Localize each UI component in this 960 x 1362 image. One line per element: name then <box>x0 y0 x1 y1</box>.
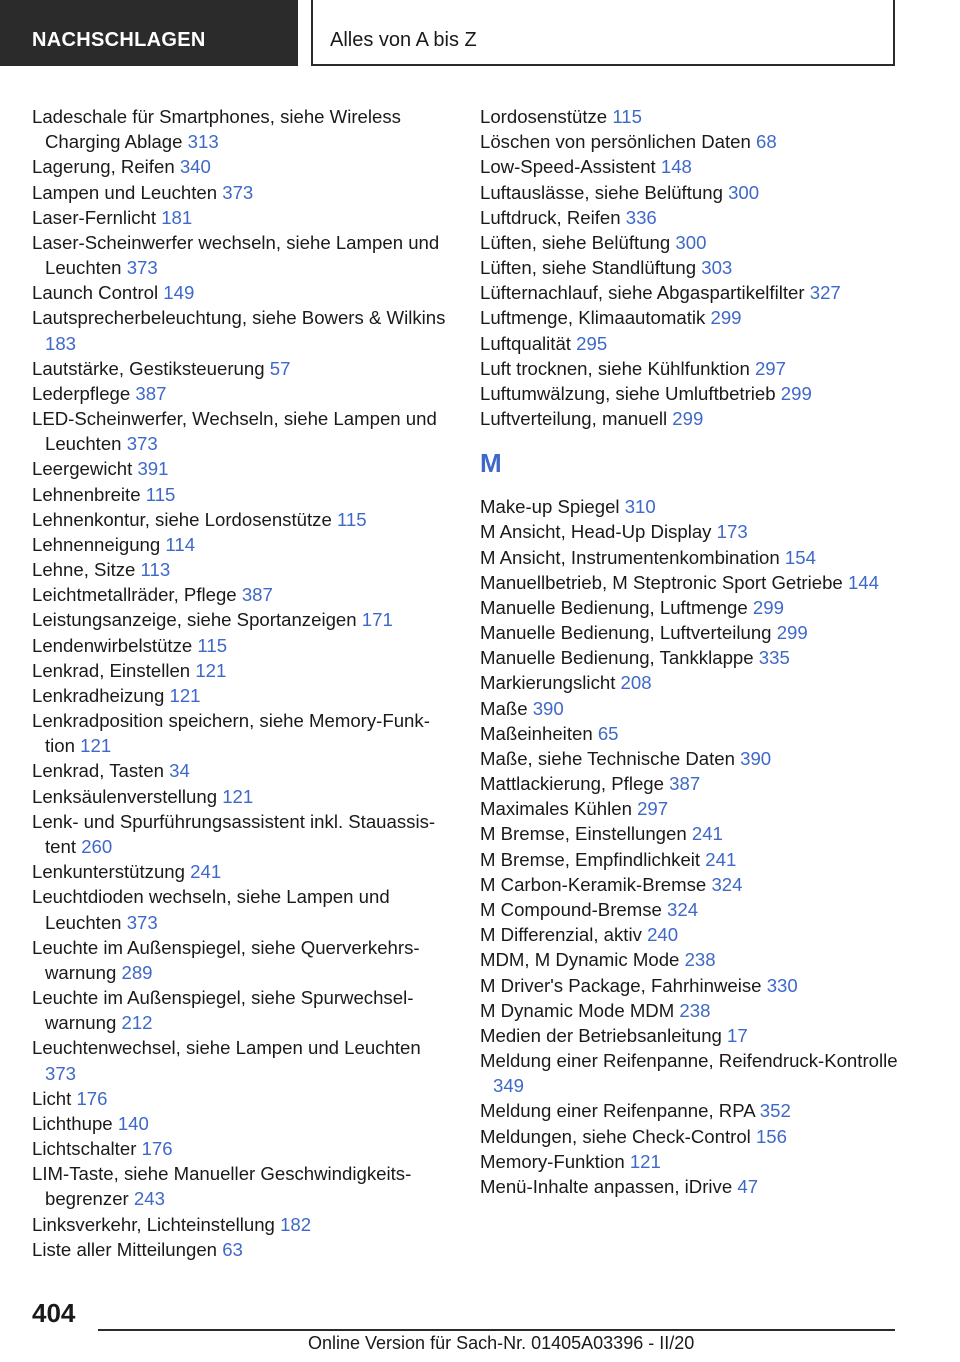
index-entry-term: Leuchtenwechsel, siehe Lampen und Leuchten <box>32 1037 421 1059</box>
index-page-link[interactable]: 324 <box>667 898 699 920</box>
index-entry-term: Lüften, siehe Standlüftung <box>480 257 697 279</box>
index-page-link[interactable]: 390 <box>740 747 772 769</box>
index-page-link[interactable]: 121 <box>195 659 227 681</box>
index-entry-term: Laser-Fernlicht <box>32 206 157 228</box>
index-entry <box>32 104 450 154</box>
index-entry-term: Manuellbetrieb, M Steptronic Sport Getriebe <box>480 571 843 593</box>
index-entry <box>32 683 450 708</box>
index-page-link[interactable]: 327 <box>809 282 841 304</box>
index-entry-term: Leuchte im Außenspiegel, siehe Spurwechselwarnung <box>32 987 414 1034</box>
index-entry-term: Lichtschalter <box>32 1138 137 1160</box>
index-page-link[interactable]: 115 <box>612 106 642 127</box>
index-page-link[interactable]: 34 <box>169 760 190 782</box>
index-entry-term: Leistungsanzeige, siehe Sportanzeigen <box>32 609 357 631</box>
index-entry-term: Manuelle Bedienung, Luftmenge <box>480 596 748 618</box>
index-page-link[interactable]: 212 <box>121 1012 153 1034</box>
index-group-l <box>480 104 900 431</box>
index-entry-term: Make-up Spiegel <box>480 496 620 518</box>
index-entry <box>480 746 900 771</box>
index-page-link[interactable]: 149 <box>163 282 195 304</box>
index-page-link[interactable]: 373 <box>126 257 158 279</box>
index-page-link[interactable]: 115 <box>145 483 176 505</box>
index-entry-term: Luftdruck, Reifen <box>480 206 621 228</box>
index-entry-term: Ladeschale für Smartphones, siehe Wireless Charging Ablage <box>32 106 401 153</box>
index-entry-term: M Dynamic Mode MDM <box>480 999 675 1021</box>
index-page-link[interactable]: 241 <box>705 848 737 870</box>
index-entry-term: Lenk- und Spurführungsassistent inkl. Stauassistent <box>32 810 436 857</box>
index-entry-term: M Driver's Package, Fahrhinweise <box>480 974 762 996</box>
index-entry-term: Lendenwirbelstütze <box>32 634 193 656</box>
index-entry-term: Manuelle Bedienung, Luftverteilung <box>480 622 772 644</box>
index-entry-term: Lenkrad, Tasten <box>32 760 164 782</box>
index-entry <box>480 872 900 897</box>
index-entry <box>32 985 450 1035</box>
index-entry <box>32 708 450 758</box>
index-page-link[interactable]: 387 <box>241 584 273 606</box>
index-page-link[interactable]: 47 <box>737 1175 759 1197</box>
index-page-link[interactable]: 68 <box>756 131 777 153</box>
index-entry <box>32 1111 450 1136</box>
index-entry-term: Luftumwälzung, siehe Umluftbetrieb <box>480 382 776 404</box>
index-entry-term: Lehnenkontur, siehe Lordosenstütze <box>32 508 332 530</box>
index-entry <box>32 305 450 355</box>
index-entry <box>32 280 450 305</box>
index-entry-term: Medien der Betriebsanleitung <box>480 1024 722 1046</box>
index-entry <box>480 696 900 721</box>
index-entry <box>32 180 450 205</box>
index-entry <box>480 519 900 544</box>
index-page-link[interactable]: 390 <box>532 697 564 719</box>
index-entry-term: Lehnenneigung <box>32 533 161 555</box>
index-page-link[interactable]: 241 <box>190 861 222 883</box>
index-entry <box>480 847 900 872</box>
index-entry <box>480 305 900 330</box>
index-entry-term: Lehnenbreite <box>32 483 141 505</box>
index-entry-term: Maße <box>480 697 528 719</box>
index-entry-term: Lüften, siehe Belüftung <box>480 231 671 253</box>
index-page-link[interactable]: 297 <box>637 798 669 820</box>
index-entry <box>32 205 450 230</box>
index-entry-term: Menü-Inhalte anpassen, iDrive <box>480 1175 733 1197</box>
index-page-link[interactable]: 113 <box>140 559 171 581</box>
index-entry <box>480 280 900 305</box>
index-page-link[interactable]: 373 <box>45 1062 77 1084</box>
index-entry <box>32 1212 450 1237</box>
index-entry <box>32 557 450 582</box>
index-entry <box>480 1149 900 1174</box>
index-page-link[interactable]: 114 <box>165 533 196 555</box>
index-section-letter: M <box>480 448 502 479</box>
index-entry <box>32 154 450 179</box>
index-entry-term: Laser-Scheinwerfer wechseln, siehe Lampen und Leuchten <box>32 231 440 279</box>
index-entry-term: Low-Speed-Assistent <box>480 156 656 178</box>
section-tab: NACHSCHLAGEN <box>0 0 298 66</box>
index-page-link[interactable]: 299 <box>672 408 704 430</box>
index-entry-term: Linksverkehr, Lichteinstellung <box>32 1213 275 1235</box>
index-page-link[interactable]: 303 <box>701 257 733 279</box>
index-page-link[interactable]: 57 <box>269 357 291 379</box>
index-page-link[interactable]: 330 <box>766 974 798 996</box>
index-entry-term: Licht <box>32 1087 72 1109</box>
index-entry <box>480 255 900 280</box>
index-entry-term: Maximales Kühlen <box>480 798 632 820</box>
index-page-link[interactable]: 243 <box>133 1188 165 1210</box>
index-column-right <box>480 104 900 1199</box>
page-header <box>0 0 960 66</box>
index-entry <box>480 180 900 205</box>
index-entry <box>32 582 450 607</box>
index-page-link[interactable]: 171 <box>361 609 393 631</box>
index-page-link[interactable]: 181 <box>161 206 193 228</box>
index-page-link[interactable]: 65 <box>597 722 619 744</box>
index-page-link[interactable]: 336 <box>625 206 657 228</box>
index-entry <box>480 670 900 695</box>
index-page-link[interactable]: 335 <box>758 647 790 669</box>
index-entry <box>480 570 900 595</box>
index-entry-term: Lagerung, Reifen <box>32 156 175 178</box>
index-entry <box>32 935 450 985</box>
index-entry-term: Lederpflege <box>32 382 131 404</box>
index-entry-term: M Ansicht, Instrumentenkombination <box>480 546 780 568</box>
index-entry <box>480 922 900 947</box>
index-entry-term: M Carbon-Keramik-Bremse <box>480 873 707 895</box>
index-entry-term: MDM, M Dynamic Mode <box>480 949 680 971</box>
index-page-link[interactable]: 387 <box>135 382 167 404</box>
index-entry <box>32 1161 450 1211</box>
index-entry-term: Maßeinheiten <box>480 722 593 744</box>
index-page-link[interactable]: 313 <box>187 131 219 153</box>
index-entry <box>32 1086 450 1111</box>
index-column-left <box>32 104 450 1262</box>
index-page-link[interactable]: 241 <box>691 823 723 845</box>
index-page-link[interactable]: 144 <box>847 571 879 593</box>
index-page-link[interactable]: 391 <box>137 458 169 480</box>
index-entry-term: Luftqualität <box>480 332 571 354</box>
index-page-link[interactable]: 299 <box>710 307 742 329</box>
index-page-link[interactable]: 260 <box>81 835 113 857</box>
index-entry <box>480 796 900 821</box>
index-page-link[interactable]: 238 <box>684 949 716 971</box>
index-entry <box>480 494 900 519</box>
index-entry-term: Memory-Funktion <box>480 1150 625 1172</box>
index-entry <box>32 633 450 658</box>
index-page-link[interactable]: 373 <box>126 433 158 455</box>
index-entry <box>32 658 450 683</box>
index-page-link[interactable]: 121 <box>222 785 254 807</box>
index-entry-term: Lenksäulenverstellung <box>32 785 218 807</box>
index-entry-term: Meldung einer Reifenpanne, RPA <box>480 1100 755 1122</box>
index-entry-term: LED-Scheinwerfer, Wechseln, siehe Lampen und Leuchten <box>32 408 437 455</box>
index-entry-term: Lehne, Sitze <box>32 559 136 581</box>
index-entry-term: M Bremse, Empfindlichkeit <box>480 848 701 870</box>
index-page-link[interactable]: 299 <box>776 622 808 644</box>
index-page-link[interactable]: 240 <box>647 924 679 946</box>
index-page-link[interactable]: 148 <box>660 156 692 178</box>
index-entry <box>32 406 450 456</box>
index-page-link[interactable]: 289 <box>121 961 153 983</box>
index-page-link[interactable]: 115 <box>336 508 367 530</box>
index-entry <box>480 1124 900 1149</box>
index-entry <box>32 809 450 859</box>
index-entry-term: Launch Control <box>32 282 159 304</box>
index-entry <box>480 1023 900 1048</box>
index-entry <box>480 381 900 406</box>
index-entry-term: Maße, siehe Technische Daten <box>480 747 735 769</box>
index-entry <box>32 607 450 632</box>
index-page-link[interactable]: 340 <box>179 156 211 178</box>
index-page-link[interactable]: 183 <box>45 332 77 354</box>
index-entry-term: Luft trocknen, siehe Kühlfunktion <box>480 357 750 379</box>
index-entry <box>32 1237 450 1262</box>
index-page-link[interactable]: 154 <box>784 546 816 568</box>
index-page-link[interactable]: 121 <box>629 1150 661 1172</box>
index-page-link[interactable]: 300 <box>675 231 707 253</box>
index-page-link[interactable]: 373 <box>126 911 158 933</box>
index-entry-term: Luftmenge, Klimaautomatik <box>480 307 706 329</box>
index-entry-term: Lordosenstütze <box>480 106 608 127</box>
index-entry <box>480 331 900 356</box>
index-page-link[interactable]: 17 <box>727 1024 748 1046</box>
index-page-link[interactable]: 63 <box>222 1238 243 1260</box>
index-page-link[interactable]: 373 <box>222 181 254 203</box>
index-entry-term: Luftauslässe, siehe Belüftung <box>480 181 723 203</box>
index-entry <box>480 620 900 645</box>
page-number: 404 <box>32 1298 76 1328</box>
index-entry <box>480 104 900 129</box>
index-entry <box>32 230 450 280</box>
index-entry-term: Leergewicht <box>32 458 133 480</box>
index-entry <box>480 205 900 230</box>
index-page-link[interactable]: 208 <box>620 672 652 694</box>
index-entry <box>480 1048 900 1098</box>
index-page-link[interactable]: 176 <box>141 1138 173 1160</box>
index-entry <box>32 456 450 481</box>
index-entry <box>480 771 900 796</box>
index-entry-term: Meldung einer Reifenpanne, Reifendruck-Kontrolle <box>480 1050 898 1072</box>
index-entry <box>32 356 450 381</box>
index-page-link[interactable]: 324 <box>711 873 743 895</box>
index-entry-term: Lenkradheizung <box>32 684 165 706</box>
index-entry <box>480 1174 900 1199</box>
index-entry-term: Leuchtdioden wechseln, siehe Lampen und Leuchten <box>32 886 390 933</box>
index-page-link[interactable]: 173 <box>716 521 748 543</box>
index-entry-term: Liste aller Mitteilungen <box>32 1238 218 1260</box>
index-entry-term: Mattlackierung, Pflege <box>480 773 664 795</box>
chapter-tab: Alles von A bis Z <box>311 0 895 66</box>
index-entry-term: Luftverteilung, manuell <box>480 408 668 430</box>
index-entry <box>480 154 900 179</box>
index-entry-term: M Differenzial, aktiv <box>480 924 642 946</box>
index-entry-term: Lüfternachlauf, siehe Abgaspartikelfilter <box>480 282 805 304</box>
index-entry <box>480 230 900 255</box>
index-page-link[interactable]: 295 <box>576 332 608 354</box>
index-entry <box>32 758 450 783</box>
index-entry <box>480 595 900 620</box>
index-entry <box>32 859 450 884</box>
index-page-link[interactable]: 352 <box>759 1100 791 1122</box>
index-page-link[interactable]: 156 <box>755 1125 787 1147</box>
index-entry <box>480 973 900 998</box>
index-entry-term: Lampen und Leuchten <box>32 181 218 203</box>
index-entry <box>480 406 900 431</box>
index-entry <box>32 1035 450 1085</box>
index-entry-term: Lautstärke, Gestiksteuerung <box>32 357 265 379</box>
index-page-link[interactable]: 121 <box>80 735 112 757</box>
index-entry <box>32 532 450 557</box>
index-entry <box>32 507 450 532</box>
index-entry <box>480 545 900 570</box>
index-entry-term: Markierungslicht <box>480 672 616 694</box>
index-entry <box>480 356 900 381</box>
index-entry <box>32 381 450 406</box>
index-entry <box>32 1136 450 1161</box>
index-group-m <box>480 494 900 1199</box>
index-entry-term: Löschen von persönlichen Daten <box>480 131 751 153</box>
index-entry <box>480 721 900 746</box>
index-entry <box>480 897 900 922</box>
index-entry-term: Lenkunterstützung <box>32 861 185 883</box>
index-entry-term: Lichthupe <box>32 1112 113 1134</box>
online-version-note: Online Version für Sach-Nr. 01405A03396 - II/20 <box>308 1333 695 1353</box>
index-entry <box>480 998 900 1023</box>
index-page-link[interactable]: 140 <box>117 1112 149 1134</box>
index-page-link[interactable]: 299 <box>752 596 784 618</box>
index-page-link[interactable]: 387 <box>669 773 701 795</box>
index-page-link[interactable]: 299 <box>780 382 812 404</box>
index-entry-term: M Bremse, Einstellungen <box>480 823 687 845</box>
index-entry-term: Lautsprecherbeleuchtung, siehe Bowers & Wilkins <box>32 307 446 329</box>
index-page-link[interactable]: 300 <box>728 181 760 203</box>
index-entry <box>32 884 450 934</box>
index-entry-term: Manuelle Bedienung, Tankklappe <box>480 647 754 669</box>
index-entry <box>480 947 900 972</box>
index-entry <box>32 482 450 507</box>
index-entry-term: M Ansicht, Head-Up Display <box>480 521 712 543</box>
index-entry <box>32 784 450 809</box>
index-page-link[interactable]: 121 <box>169 684 201 706</box>
index-page-link[interactable]: 297 <box>754 357 786 379</box>
index-entry-term: M Compound-Bremse <box>480 898 662 920</box>
index-page-link[interactable]: 182 <box>280 1213 312 1235</box>
index-page-link[interactable]: 349 <box>493 1075 525 1097</box>
index-page-link[interactable]: 310 <box>624 496 656 518</box>
index-page-link[interactable]: 238 <box>679 999 711 1021</box>
index-entry-term: Leichtmetallräder, Pflege <box>32 584 237 606</box>
index-entry <box>480 645 900 670</box>
footer-divider <box>98 1329 895 1331</box>
index-page-link[interactable]: 176 <box>76 1087 108 1109</box>
index-entry <box>480 821 900 846</box>
index-entry-term: Meldungen, siehe Check-Control <box>480 1125 751 1147</box>
index-entry <box>480 129 900 154</box>
index-entry-term: LIM-Taste, siehe Manueller Geschwindigkeitsbegrenzer <box>32 1163 412 1210</box>
index-entry <box>480 1098 900 1123</box>
index-entry-term: Leuchte im Außenspiegel, siehe Querverkehrswarnung <box>32 936 420 983</box>
index-entry-term: Lenkrad, Einstellen <box>32 659 191 681</box>
index-page-link[interactable]: 115 <box>197 634 228 656</box>
index-entry-term: Lenkradposition speichern, siehe Memory-Funktion <box>32 710 430 757</box>
